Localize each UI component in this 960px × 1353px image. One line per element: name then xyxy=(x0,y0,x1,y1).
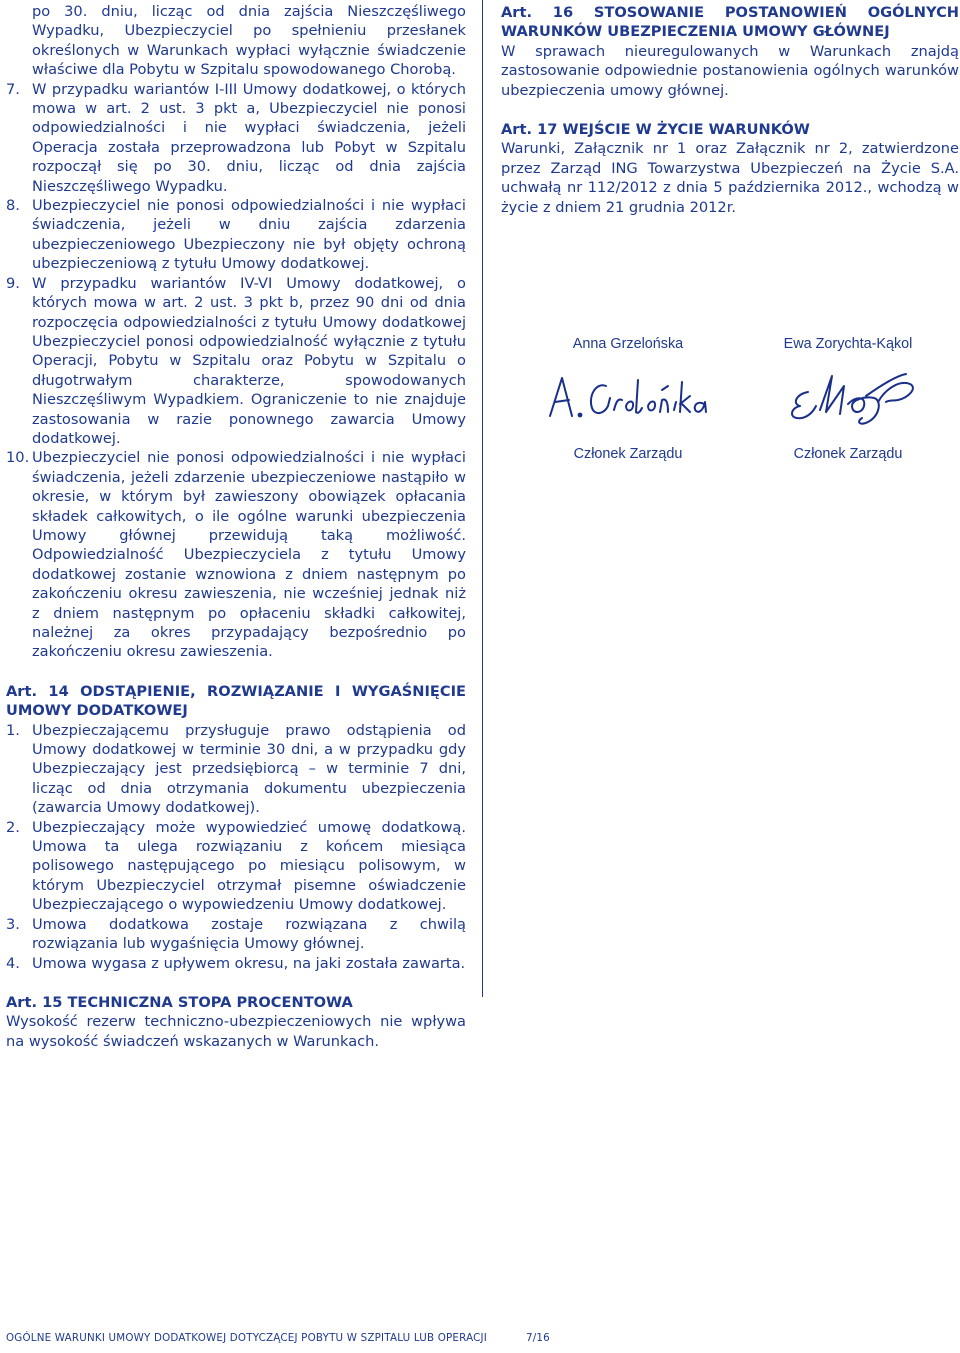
list-item xyxy=(6,954,466,973)
article-15-section xyxy=(6,993,466,1051)
page-footer xyxy=(6,1332,550,1344)
footer-title: OGÓLNE WARUNKI UMOWY DODATKOWEJ DOTYCZĄCEJ POBYTU W SZPITALU LUB OPERACJI xyxy=(6,1332,488,1344)
article-16-heading: Art. 16 STOSOWANIE POSTANOWIEŃ OGÓLNYCH WARUNKÓW UBEZPIECZENIA UMOWY GŁÓWNEJ xyxy=(501,4,959,41)
list-item xyxy=(6,448,466,661)
item-text: Umowa wygasa z upływem okresu, na jaki została zawarta. xyxy=(32,954,466,972)
item-text: Ubezpieczyciel nie ponosi odpowiedzialności i nie wypłaci świadczenia, jeżeli w dniu zajścia zdarzenia ubezpieczeniowego Ubezpieczony nie był objęty ochroną ubezpieczeniową z tytułu Umowy dodatkowej. xyxy=(32,197,466,273)
handwritten-signature-2 xyxy=(748,366,948,438)
item-text: Umowa dodatkowa zostaje rozwiązana z chwilą rozwiązania lub wygaśnięcia Umowy głównej. xyxy=(32,915,466,953)
item-text: Ubezpieczającemu przysługuje prawo odstąpienia od Umowy dodatkowej w terminie 30 dni, a w przypadku gdy Ubezpieczający jest przedsiębiorcą – w terminie 7 dni, licząc od dnia otrzymania dokumentu ubezpieczenia (zawarcia Umowy dodatkowej). xyxy=(32,721,466,817)
item-text: W przypadku wariantów I-III Umowy dodatkowej, o których mowa w art. 2 ust. 3 pkt a, Ubezpieczyciel nie ponosi odpowiedzialności i nie wypłaci świadczenia, jeżeli Operacja została przeprowadzona lub Pobyt w Szpitalu rozpoczął się po 30. dniu, licząc od dnia zajścia Nieszczęśliwego Wypadku. xyxy=(32,80,466,195)
list-item xyxy=(6,915,466,954)
item-number: 7. xyxy=(6,80,20,98)
list-item xyxy=(6,721,466,818)
left-column xyxy=(6,2,466,1051)
item-number: 8. xyxy=(6,197,20,215)
signatory-role: Członek Zarządu xyxy=(793,446,903,462)
continuation-paragraph: po 30. dniu, licząc od dnia zajścia Nieszczęśliwego Wypadku, Ubezpieczyciel po spełnieniu przesłanek określonych w Warunkach wypłaci wyłącznie świadczenie właściwe dla Pobytu w Szpitalu spowodowanego Chorobą. xyxy=(32,3,466,79)
handwritten-signature-1 xyxy=(528,366,728,438)
item-text: Ubezpieczający może wypowiedzieć umowę dodatkową. Umowa ta ulega rozwiązaniu z końcem miesiąca polisowego następującego po miesiącu polisowym, w którym Ubezpieczyciel otrzymał pisemne oświadczenie Ubezpieczającego o wypowiedzeniu Umowy dodatkowej. xyxy=(32,818,466,914)
article-17-text: Warunki, Załącznik nr 1 oraz Załącznik nr 2, zatwierdzone przez Zarząd ING Towarzystwa Ubezpieczeń na Życie S.A. uchwałą nr 112/2012 z dnia 5 października 2012., wchodzą w życie z dniem 21 grudnia 2012r. xyxy=(501,140,959,216)
article-14-section xyxy=(6,682,466,973)
article-17-heading: Art. 17 WEJŚCIE W ŻYCIE WARUNKÓW xyxy=(501,121,810,139)
article-16-text: W sprawach nieuregulowanych w Warunkach znajdą zastosowanie odpowiednie postanowienia ogólnych warunków ubezpieczenia umowy głównej. xyxy=(501,42,959,99)
column-divider xyxy=(482,0,483,997)
right-column xyxy=(501,3,959,217)
signatory-name: Ewa Zorychta-Kąkol xyxy=(783,336,913,352)
item-number: 1. xyxy=(6,721,20,739)
signature-block-1 xyxy=(528,336,728,462)
item-number: 9. xyxy=(6,274,20,292)
item-text: Ubezpieczyciel nie ponosi odpowiedzialności i nie wypłaci świadczenia, jeżeli zdarzenie ubezpieczeniowe nastąpiło w okresie, w którym był zawieszony obowiązek opłacania składek całkowitych, o ile ogólne warunki ubezpieczenia Umowy głównej przewidują taką możliwość. Odpowiedzialność Ubezpieczyciela z tytułu Umowy dodatkowej zostanie wznowiona z dniem następnym po zakończeniu okresu zawieszenia, nie wcześniej jednak niż z dniem następnym po opłaceniu składki całkowitej, należnej za okres przypadający bezpośrednio po zakończeniu okresu zawieszenia. xyxy=(32,449,466,661)
list-item xyxy=(6,274,466,449)
article-15-heading: Art. 15 TECHNICZNA STOPA PROCENTOWA xyxy=(6,993,353,1011)
list-item xyxy=(6,818,466,915)
list-item xyxy=(6,80,466,196)
item-number: 2. xyxy=(6,818,20,836)
signatory-role: Członek Zarządu xyxy=(573,446,683,462)
list-item xyxy=(6,196,466,274)
item-number: 4. xyxy=(6,954,20,972)
signatory-name: Anna Grzelońska xyxy=(572,336,684,352)
item-number: 10. xyxy=(6,449,30,467)
article-15-text: Wysokość rezerw techniczno-ubezpieczeniowych nie wpływa na wysokość świadczeń wskazanych w Warunkach. xyxy=(6,1013,466,1050)
page-number: 7/16 xyxy=(526,1332,550,1344)
article-17-section xyxy=(501,120,959,217)
article-16-section xyxy=(501,3,959,100)
article-14-heading: Art. 14 ODSTĄPIENIE, ROZWIĄZANIE I WYGAŚNIĘCIE UMOWY DODATKOWEJ xyxy=(6,682,466,720)
item-number: 3. xyxy=(6,915,20,933)
signature-block-2 xyxy=(748,336,948,462)
item-text: W przypadku wariantów IV-VI Umowy dodatkowej, o których mowa w art. 2 ust. 3 pkt b, przez 90 dni od dnia rozpoczęcia odpowiedzialności z tytułu Umowy dodatkowej Ubezpieczyciel ponosi odpowiedzialność wyłącznie z tytułu Operacji, Pobytu w Szpitalu oraz Pobytu w Szpitalu o długotrwałym charakterze, spowodowanych Nieszczęśliwym Wypadkiem. Ograniczenie to nie znajduje zastosowania w razie ponownego zawarcia Umowy dodatkowej. xyxy=(32,274,466,447)
